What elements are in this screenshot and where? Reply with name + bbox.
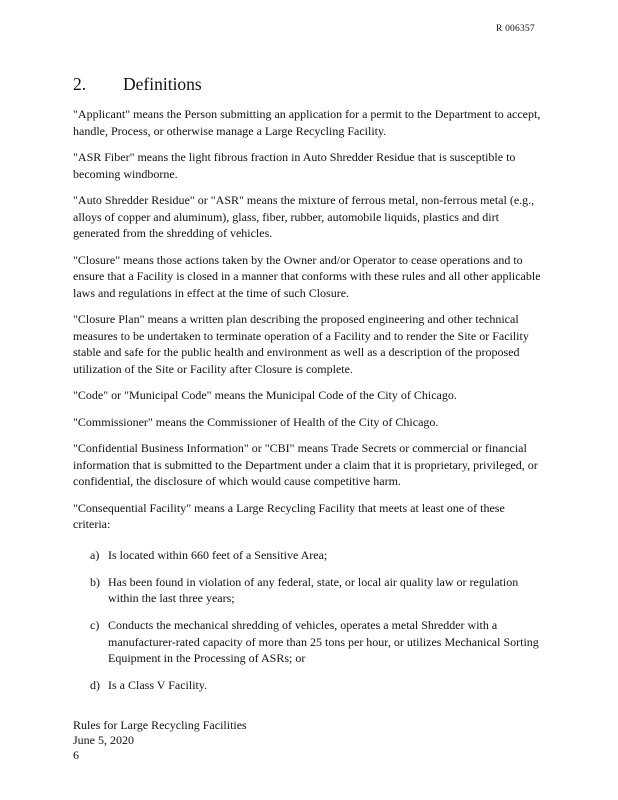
list-item: [73, 617, 543, 667]
criteria-marker: d): [90, 678, 100, 692]
criteria-text: Is located within 660 feet of a Sensitive Area;: [108, 547, 328, 562]
list-item: [73, 547, 543, 564]
criteria-marker: a): [90, 547, 100, 562]
criteria-list: [73, 547, 543, 694]
criteria-text: Has been found in violation of any federal, state, or local air quality law or regulation within the last three years;: [108, 574, 519, 605]
criteria-marker: c): [90, 618, 100, 632]
footer-page-number: 6: [73, 748, 79, 762]
definition-commissioner: "Commissioner" means the Commissioner of Health of the City of Chicago.: [73, 414, 439, 429]
definition-closure: "Closure" means those actions taken by the Owner and/or Operator to cease operations and to ensure that a Facility is closed in a manner that conforms with these rules and all other applicable laws and regulations in effect at the time of such Closure.: [73, 252, 541, 300]
page-footer: [73, 718, 247, 763]
section-title: Definitions: [123, 74, 202, 94]
definition-cbi: "Confidential Business Information" or "CBI" means Trade Secrets or commercial or financial information that is submitted to the Department under a claim that it is proprietary, privileged, or confidential, the disclosure of which would cause competitive harm.: [73, 441, 538, 488]
bates-number: R 006357: [496, 24, 535, 34]
list-item: [73, 677, 543, 694]
criteria-text: Is a Class V Facility.: [108, 678, 208, 692]
criteria-text: Conducts the mechanical shredding of vehicles, operates a metal Shredder with a manufacturer-rated capacity of more than 25 tons per hour, or utilizes Mechanical Sorting Equipment in the Processing of ASRs; or: [108, 618, 539, 665]
criteria-marker: b): [90, 574, 100, 589]
definition-consequential-facility: "Consequential Facility" means a Large Recycling Facility that meets at least one of these criteria:: [73, 500, 505, 531]
list-item: [73, 574, 543, 607]
section-number: 2.: [73, 74, 87, 94]
section-heading: [73, 74, 202, 95]
definition-auto-shredder-residue: "Auto Shredder Residue" or "ASR" means the mixture of ferrous metal, non-ferrous metal (e.g., alloys of copper and aluminum), glass, fiber, rubber, automobile liquids, plastics and dirt generated from the shredding of vehicles.: [73, 193, 535, 240]
definition-applicant: "Applicant" means the Person submitting an application for a permit to the Department to accept, handle, Process, or otherwise manage a Large Recycling Facility.: [73, 107, 541, 138]
footer-document-title: Rules for Large Recycling Facilities: [73, 718, 247, 732]
definition-asr-fiber: "ASR Fiber" means the light fibrous fraction in Auto Shredder Residue that is susceptible to becoming windborne.: [73, 150, 516, 181]
definitions-body: [73, 106, 543, 704]
footer-date: June 5, 2020: [73, 733, 134, 747]
definition-closure-plan: "Closure Plan" means a written plan describing the proposed engineering and other technical measures to be undertaken to terminate operation of a Facility and to render the Site or Facility stable and safe for the public health and environment as well as a description of the proposed utilization of the Site or Facility after Closure is complete.: [73, 312, 529, 376]
definition-code: "Code" or "Municipal Code" means the Municipal Code of the City of Chicago.: [73, 388, 457, 402]
